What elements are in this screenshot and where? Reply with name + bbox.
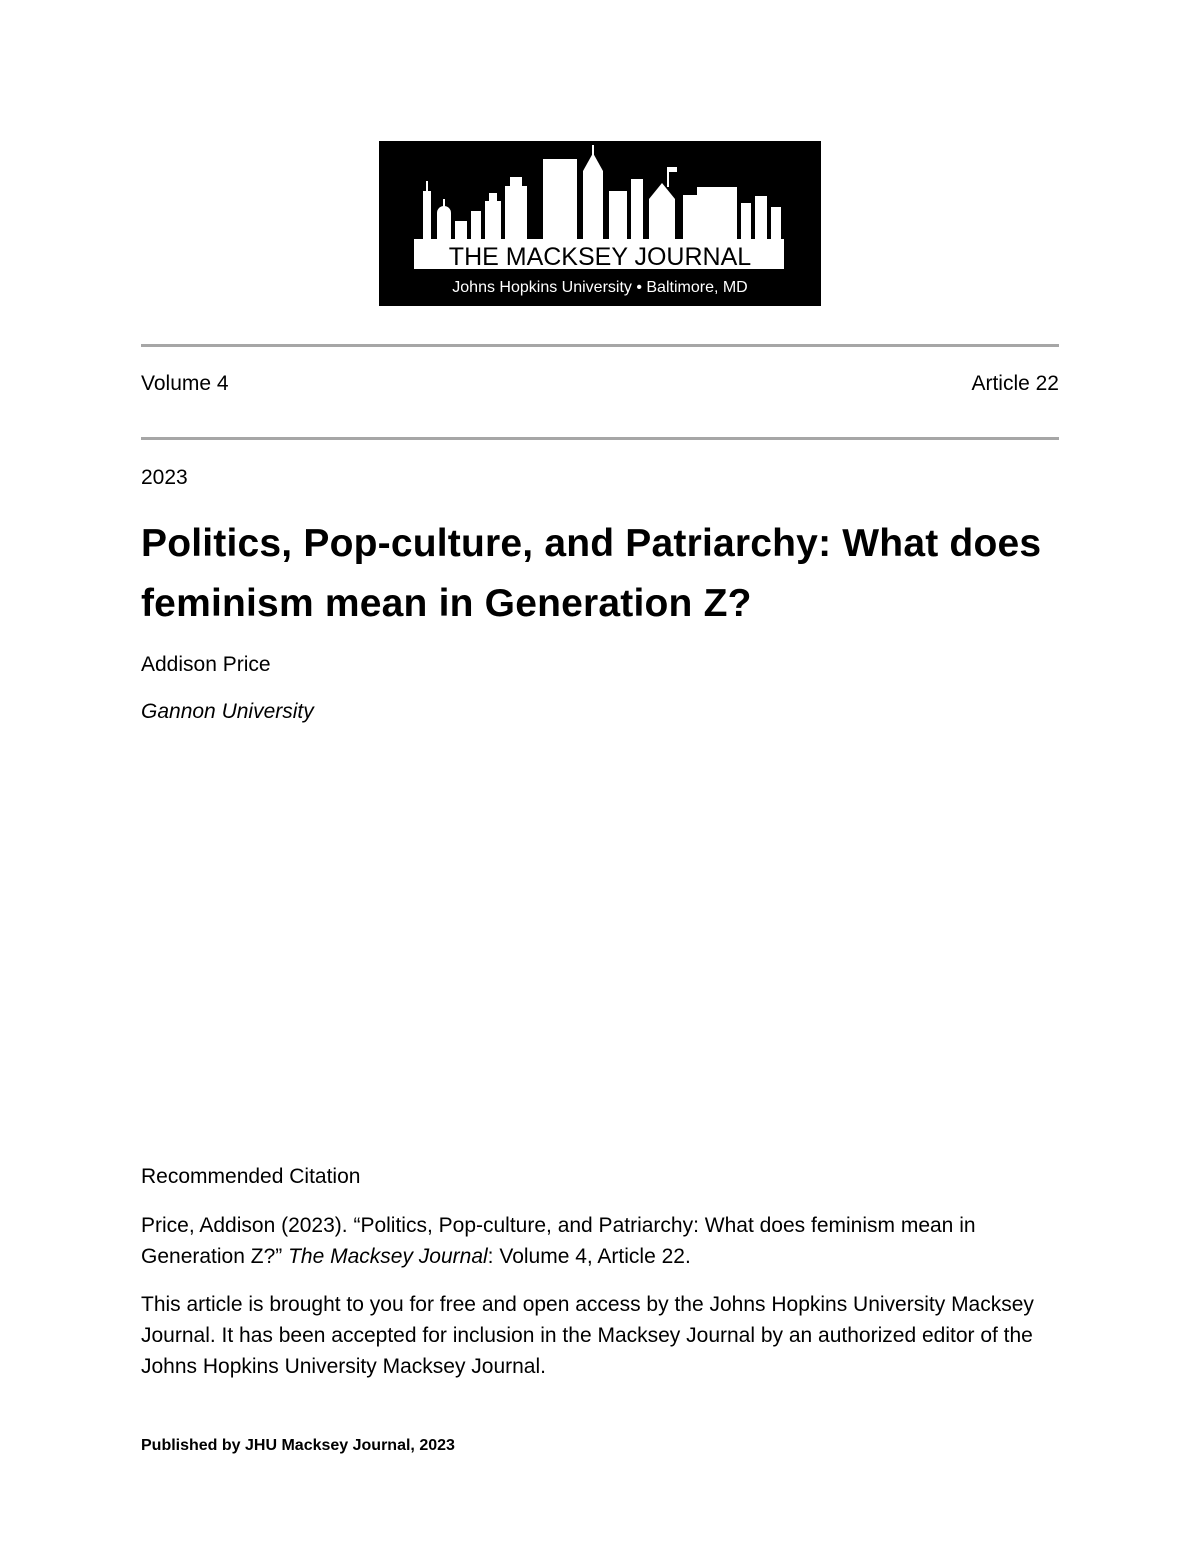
header-top-rule <box>141 344 1059 347</box>
header-bottom-rule <box>141 437 1059 440</box>
author-name: Addison Price <box>141 653 271 676</box>
published-by-footer: Published by JHU Macksey Journal, 2023 <box>141 1437 455 1454</box>
citation-text-after: : Volume 4, Article 22. <box>487 1245 691 1268</box>
access-statement: This article is brought to you for free and open access by the Johns Hopkins University Macksey Journal. It has been accepted for inclusion in the Macksey Journal by an authorized editor of the Johns Hopkins University Macksey Journal. <box>141 1293 1034 1378</box>
logo-title: THE MACKSEY JOURNAL <box>448 243 752 271</box>
citation-journal: The Macksey Journal <box>288 1245 488 1268</box>
publication-year: 2023 <box>141 466 188 489</box>
citation-text <box>141 1210 1059 1272</box>
citation-text-before: Price, Addison (2023). “Politics, Pop-culture, and Patriarchy: What does feminism mean in Generation Z?” <box>141 1214 976 1268</box>
volume-label: Volume 4 <box>141 372 229 395</box>
skyline-logo-graphic <box>379 141 821 306</box>
author-affiliation: Gannon University <box>141 700 314 723</box>
logo-subtitle: Johns Hopkins University • Baltimore, MD <box>452 279 748 296</box>
article-title: Politics, Pop-culture, and Patriarchy: What does feminism mean in Generation Z? <box>141 522 1042 625</box>
citation-heading: Recommended Citation <box>141 1165 361 1188</box>
journal-logo <box>379 141 821 306</box>
article-number: Article 22 <box>971 372 1059 395</box>
